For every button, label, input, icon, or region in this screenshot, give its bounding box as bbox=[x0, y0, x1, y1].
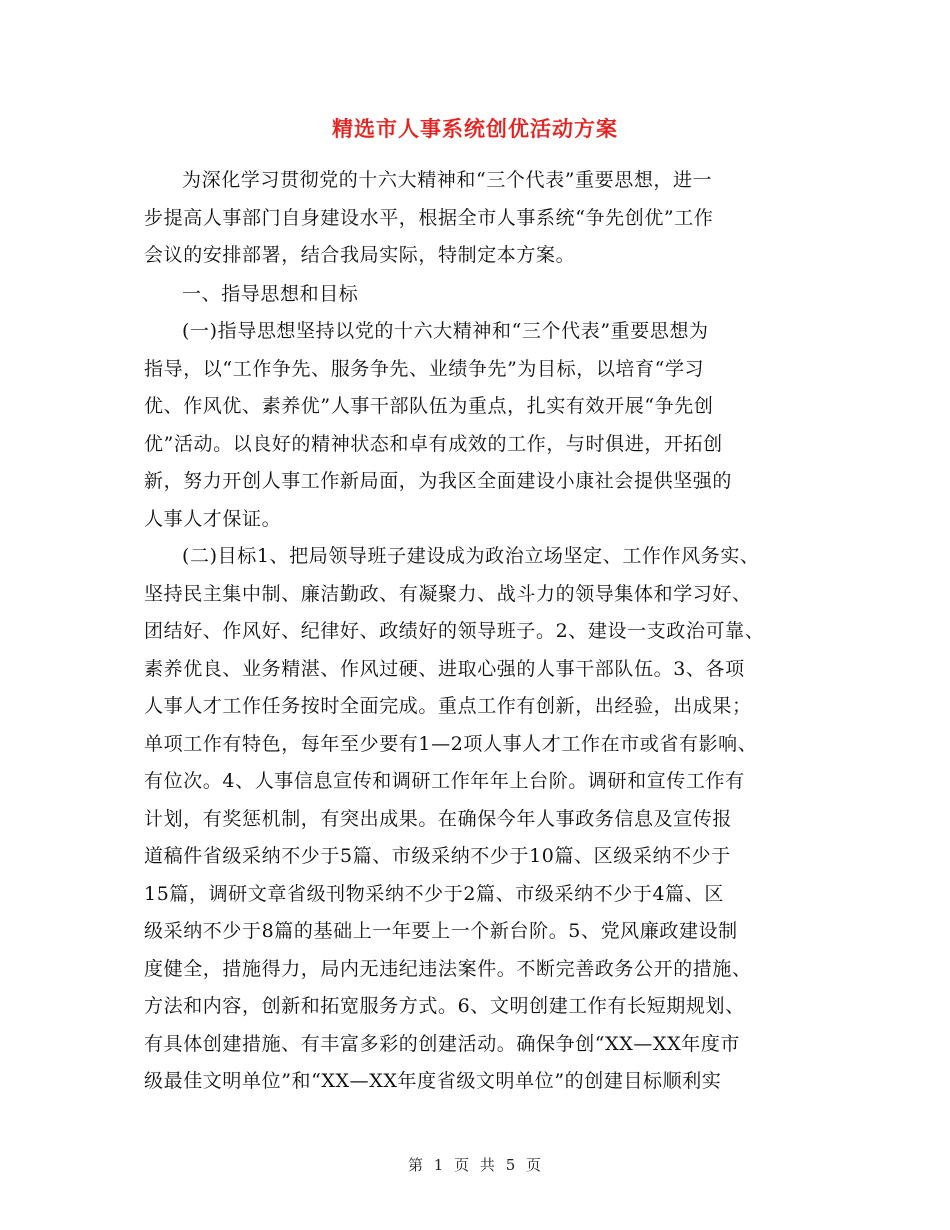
paragraph-line: 团结好、作风好、纪律好、政绩好的领导班子。2、建设一支政治可靠、 bbox=[144, 620, 765, 642]
paragraph-line: 15篇，调研文章省级刊物采纳不少于2篇、市级采纳不少于4篇、区 bbox=[144, 883, 724, 905]
paragraph-line: 有具体创建措施、有丰富多彩的创建活动。确保争创“XX—XX年度市 bbox=[144, 1033, 741, 1055]
paragraph-line: 为深化学习贯彻党的十六大精神和“三个代表”重要思想，进一 bbox=[182, 169, 713, 191]
footer-prefix: 第 bbox=[407, 1156, 424, 1174]
paragraph-line: 人事人才工作任务按时全面完成。重点工作有创新，出经验，出成果； bbox=[144, 695, 752, 717]
section-heading: 一、指导思想和目标 bbox=[182, 283, 359, 305]
paragraph-line: 优、作风优、素养优”人事干部队伍为重点，扎实有效开展“争先创 bbox=[144, 395, 714, 417]
paragraph-line: 道稿件省级采纳不少于5篇、市级采纳不少于10篇、区级采纳不少于 bbox=[144, 845, 731, 867]
paragraph-line: 单项工作有特色，每年至少要有1—2项人事人才工作在市或省有影响、 bbox=[144, 733, 758, 755]
paragraph-line: 级采纳不少于8篇的基础上一年要上一个新台阶。5、党风廉政建设制 bbox=[144, 920, 738, 942]
paragraph-line: (二)目标1、把局领导班子建设成为政治立场坚定、工作作风务实、 bbox=[182, 545, 760, 567]
paragraph-line: 指导，以“工作争先、服务争先、业绩争先”为目标，以培育“学习 bbox=[144, 358, 705, 380]
paragraph-line: 素养优良、业务精湛、作风过硬、进取心强的人事干部队伍。3、各项 bbox=[144, 658, 745, 680]
paragraph-line: 优”活动。以良好的精神状态和卓有成效的工作，与时俱进，开拓创 bbox=[144, 433, 723, 455]
footer-page-word: 页 bbox=[454, 1156, 471, 1174]
paragraph-line: 步提高人事部门自身建设水平，根据全市人事系统“争先创优”工作 bbox=[144, 207, 714, 229]
paragraph-line: 级最佳文明单位”和“XX—XX年度省级文明单位”的创建目标顺利实 bbox=[144, 1070, 722, 1092]
paragraph-line: 方法和内容，创新和拓宽服务方式。6、文明创建工作有长短期规划、 bbox=[144, 995, 745, 1017]
paragraph-line: 有位次。4、人事信息宣传和调研工作年年上台阶。调研和宣传工作有 bbox=[144, 770, 745, 792]
footer-current-page: 1 bbox=[433, 1156, 445, 1174]
footer-total-pages: 5 bbox=[505, 1156, 517, 1174]
paragraph-line: 人事人才保证。 bbox=[144, 508, 282, 530]
paragraph-line: 计划，有奖惩机制，有突出成果。在确保今年人事政务信息及宣传报 bbox=[144, 808, 733, 830]
footer-total-word: 共 bbox=[479, 1156, 496, 1174]
footer-suffix: 页 bbox=[526, 1156, 543, 1174]
paragraph-line: 坚持民主集中制、廉洁勤政、有凝聚力、战斗力的领导集体和学习好、 bbox=[144, 583, 752, 605]
paragraph-line: (一)指导思想坚持以党的十六大精神和“三个代表”重要思想为 bbox=[182, 320, 709, 342]
document-title: 精选市人事系统创优活动方案 bbox=[332, 116, 618, 141]
paragraph-line: 新，努力开创人事工作新局面，为我区全面建设小康社会提供坚强的 bbox=[144, 470, 733, 492]
paragraph-line: 会议的安排部署，结合我局实际，特制定本方案。 bbox=[144, 244, 576, 266]
page-footer bbox=[0, 1153, 950, 1177]
paragraph-line: 度健全，措施得力，局内无违纪违法案件。不断完善政务公开的措施、 bbox=[144, 958, 752, 980]
